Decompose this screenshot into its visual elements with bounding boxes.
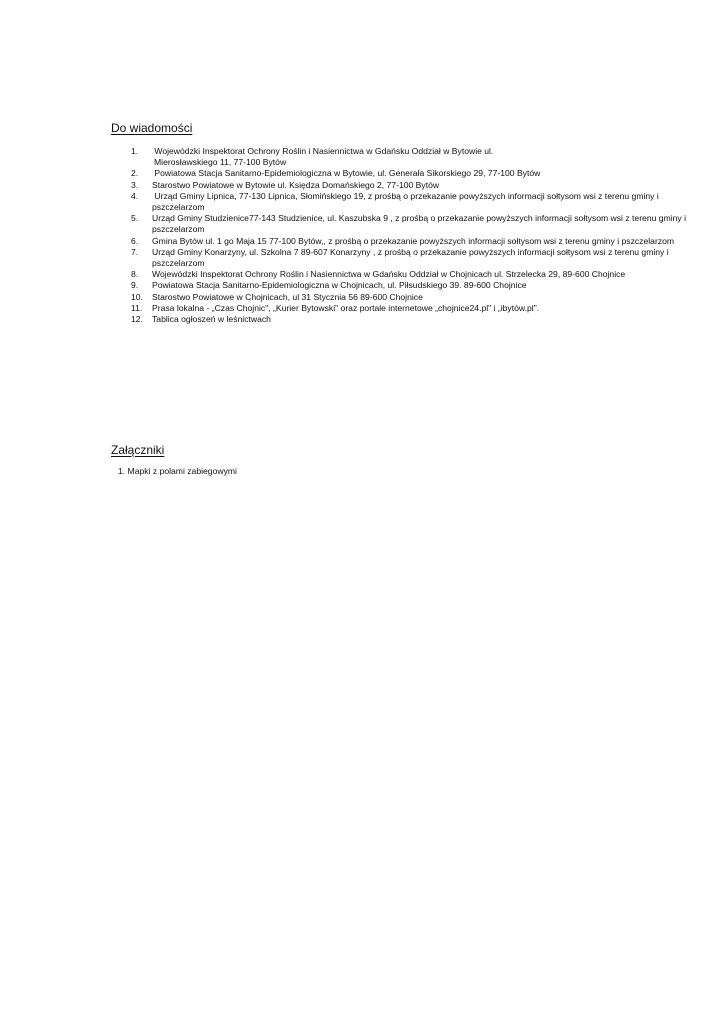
list-item-number: 10. xyxy=(131,291,143,302)
list-item-number: 3. xyxy=(131,179,139,190)
list-item xyxy=(131,303,691,314)
list-item xyxy=(131,280,691,291)
attachment-item: 1. Mapki z polami zabiegowymi xyxy=(118,466,237,476)
list-item xyxy=(131,292,691,303)
list-item xyxy=(131,269,691,280)
list-item xyxy=(131,191,691,213)
section-heading-zalaczniki: Załączniki xyxy=(111,443,165,457)
list-item-number: 8. xyxy=(131,269,139,280)
list-item-number: 11. xyxy=(131,302,143,313)
list-item-text: Starostwo Powiatowe w Chojnicach, ul 31 Stycznia 56 89-600 Chojnice xyxy=(152,291,423,302)
list-item xyxy=(131,168,691,179)
list-item xyxy=(131,236,691,247)
list-item-continuation: Mierosławskiego 11, 77-100 Bytów xyxy=(154,157,287,168)
list-item-number: 12. xyxy=(131,314,143,325)
list-item-text: Powiatowa Stacja Sanitarno-Epidemiologiczna w Chojnicach, ul. Piłsudskiego 39. 89-600 Chojnice xyxy=(152,280,527,291)
list-item-text: Wojewódzki Inspektorat Ochrony Roślin i Nasiennictwa w Gdańsku Oddział w Bytowie ul. xyxy=(152,146,494,156)
list-item-text: Urząd Gminy Studzienice77-143 Studzienice, ul. Kaszubska 9 , z prośbą o przekazanie powyższych informacji sołtysom wsi z terenu gminy i pszczelarzom xyxy=(152,213,687,235)
list-item-number: 6. xyxy=(131,235,139,246)
list-item-number: 1. xyxy=(131,146,139,156)
recipients-list xyxy=(131,146,691,325)
list-item xyxy=(131,314,691,325)
list-item-text: Tablica ogłoszeń w leśnictwach xyxy=(152,314,271,325)
list-item xyxy=(131,247,691,269)
list-item-text: Powiatowa Stacja Sanitarno-Epidemiologiczna w Bytowie, ul. Generała Sikorskiego 29, 77-100 Bytów xyxy=(152,168,541,179)
list-item-text: Wojewódzki Inspektorat Ochrony Roślin i Nasiennictwa w Gdańsku Oddział w Chojnicach ul. Strzelecka 29, 89-600 Chojnice xyxy=(152,269,626,280)
section-heading-do-wiadomosci: Do wiadomości xyxy=(111,121,193,135)
list-item xyxy=(131,213,691,235)
list-item-number: 5. xyxy=(131,213,139,224)
list-item-text: Urząd Gminy Lipnica, 77-130 Lipnica, Słomińskiego 19, z prośbą o przekazanie powyższych informacji sołtysom wsi z terenu gminy i pszczelarzom xyxy=(152,190,662,213)
list-item-number: 7. xyxy=(131,246,139,257)
list-item-number: 4. xyxy=(131,190,139,201)
list-item-text: Gmina Bytów ul. 1 go Maja 15 77-100 Bytów,, z prośbą o przekazanie powyższych informacji sołtysom wsi z terenu gminy i pszczelarzom xyxy=(152,235,675,246)
list-item xyxy=(131,180,691,191)
list-item-text: Urząd Gminy Konarzyny, ul. Szkolna 7 89-607 Konarzyny , z prośbą o przekazanie powyższych informacji sołtysom wsi z terenu gminy i pszczelarzom xyxy=(152,246,669,269)
list-item-text: Prasa lokalna - „Czas Chojnic", „Kurier Bytowski" oraz portale internetowe „chojnice24.pl" i „ibytów.pl". xyxy=(152,302,540,313)
list-item-number: 9. xyxy=(131,280,139,291)
list-item xyxy=(131,146,691,168)
list-item-number: 2. xyxy=(131,168,139,179)
list-item-text: Starostwo Powiatowe w Bytowie ul. Księdza Domańskiego 2, 77-100 Bytów xyxy=(152,179,440,190)
